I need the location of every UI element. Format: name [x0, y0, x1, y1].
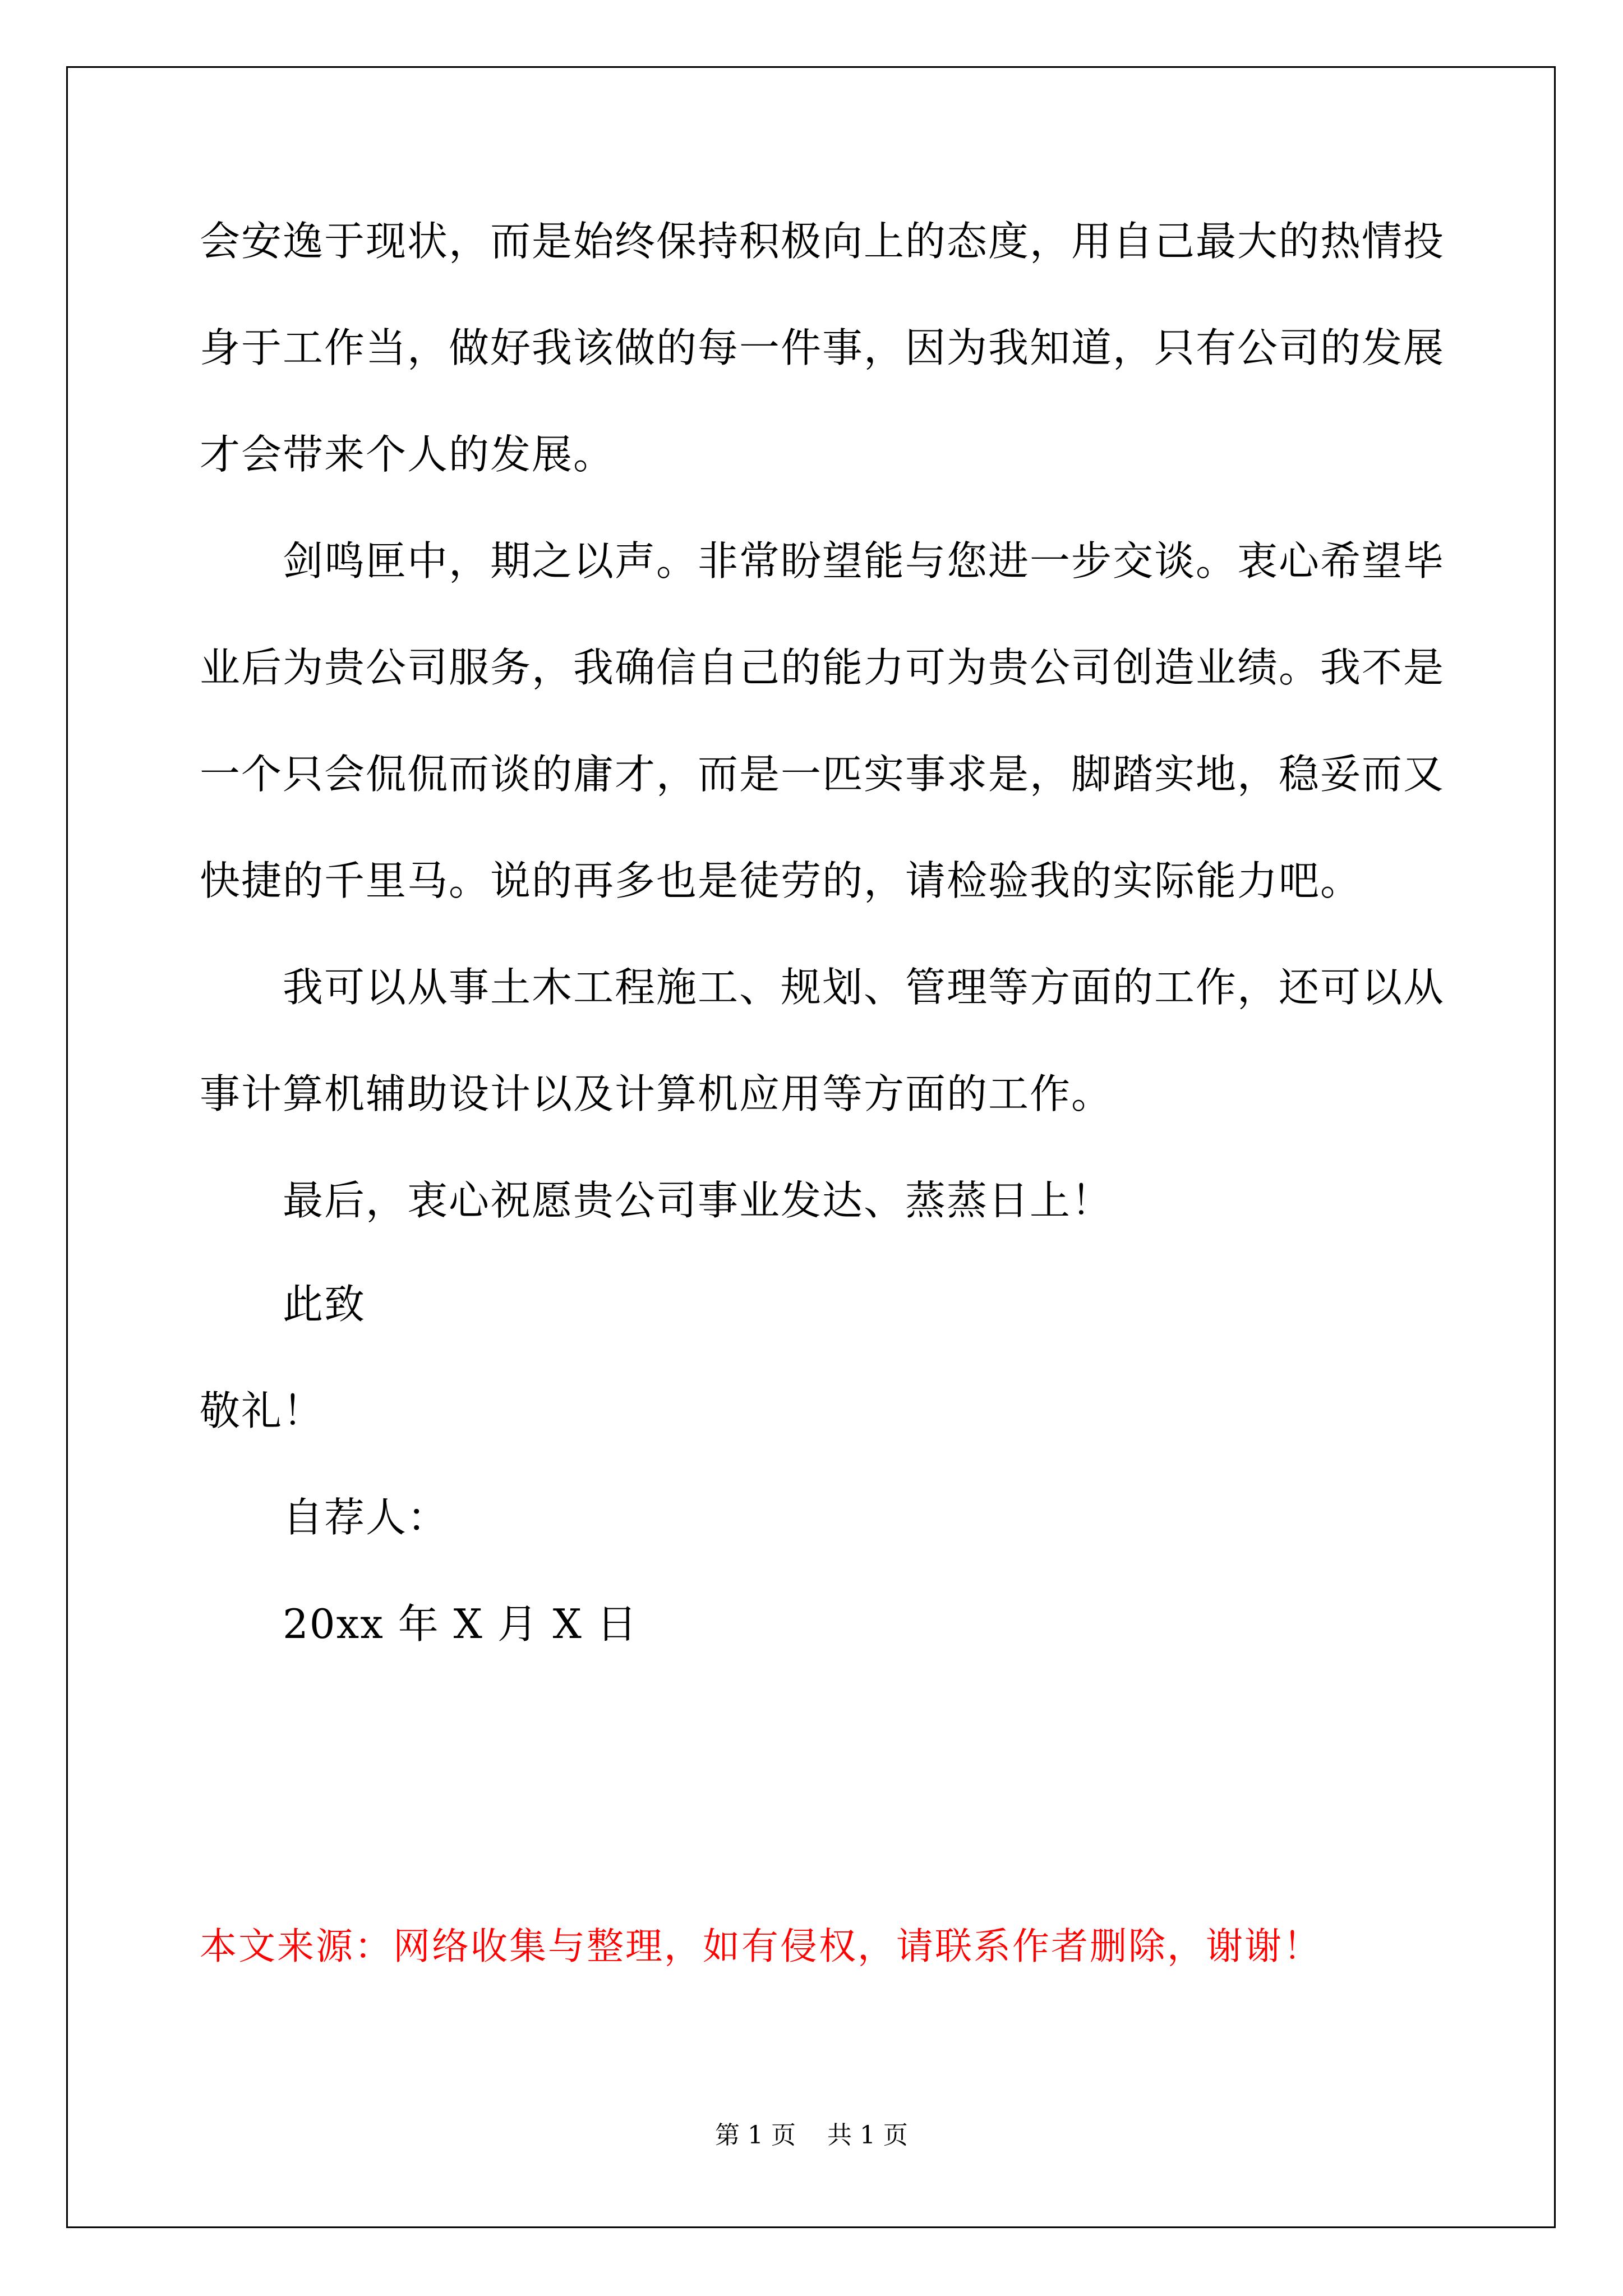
source-note: 本文来源：网络收集与整理，如有侵权，请联系作者删除，谢谢！	[200, 1925, 1322, 1968]
body-line-2: 身于工作当，做好我该做的每一件事，因为我知道，只有公司的发展	[200, 324, 1445, 371]
date-line: 20xx 年 X 月 X 日	[283, 1600, 638, 1648]
body-line-1: 会安逸于现状，而是始终保持积极向上的态度，用自己最大的热情投	[200, 218, 1445, 265]
body-line-5: 业后为贵公司服务，我确信自己的能力可为贵公司创造业绩。我不是	[200, 644, 1445, 691]
body-line-4: 剑鸣匣中，期之以声。非常盼望能与您进一步交谈。衷心希望毕	[283, 537, 1445, 585]
salutation-ci-zhi: 此致	[283, 1281, 366, 1328]
page-border	[66, 66, 1556, 2228]
salutation-jing-li: 敬礼！	[200, 1387, 325, 1434]
signature-label: 自荐人：	[283, 1494, 449, 1541]
body-line-3: 才会带来个人的发展。	[200, 431, 615, 478]
body-line-9: 事计算机辅助设计以及计算机应用等方面的工作。	[200, 1070, 1113, 1117]
body-line-8: 我可以从事土木工程施工、规划、管理等方面的工作，还可以从	[283, 964, 1445, 1011]
body-line-6: 一个只会侃侃而谈的庸才，而是一匹实事求是，脚踏实地，稳妥而又	[200, 751, 1445, 798]
closing-wish: 最后，衷心祝愿贵公司事业发达、蒸蒸日上！	[283, 1177, 1113, 1224]
page-footer: 第 1 页 共 1 页	[715, 2121, 908, 2150]
body-line-7: 快捷的千里马。说的再多也是徒劳的，请检验我的实际能力吧。	[200, 857, 1362, 904]
